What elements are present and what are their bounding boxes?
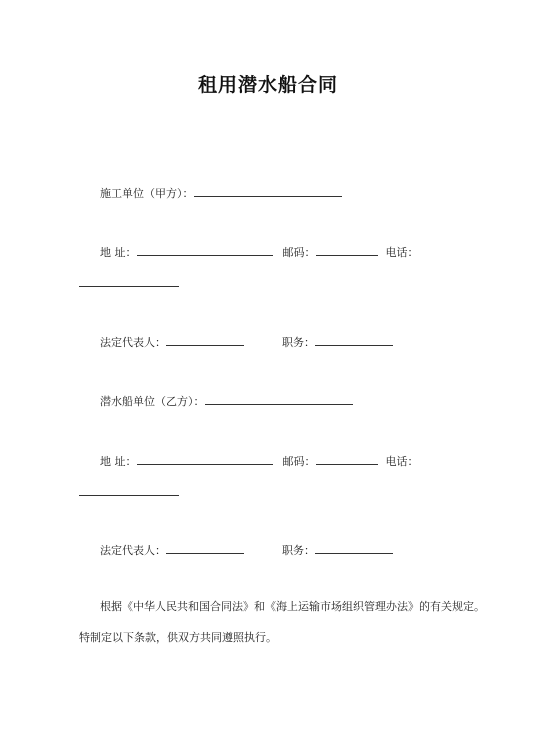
party-a-unit-blank[interactable] bbox=[194, 184, 342, 197]
party-b-unit-blank[interactable] bbox=[205, 392, 353, 405]
party-b-address-row bbox=[100, 452, 419, 469]
party-a-postcode-blank[interactable] bbox=[316, 243, 378, 256]
party-b-phone-row bbox=[79, 483, 179, 500]
party-a-postcode-label: 邮码： bbox=[282, 246, 316, 259]
party-b-address-label: 地 址： bbox=[100, 455, 137, 468]
preamble-line-2: 特制定以下条款，供双方共同遵照执行。 bbox=[79, 631, 277, 644]
party-a-address-row bbox=[100, 243, 419, 260]
party-b-unit-row bbox=[100, 392, 353, 409]
party-a-rep-label: 法定代表人： bbox=[100, 336, 166, 349]
party-b-postcode-label: 邮码： bbox=[282, 455, 316, 468]
party-a-position-label: 职务： bbox=[282, 336, 315, 349]
party-b-unit-label: 潜水船单位（乙方）： bbox=[100, 395, 205, 408]
party-a-rep-row bbox=[100, 333, 393, 350]
party-b-rep-row bbox=[100, 541, 393, 558]
party-a-position-blank[interactable] bbox=[315, 333, 393, 346]
party-b-phone-blank[interactable] bbox=[79, 483, 179, 496]
party-a-unit-label: 施工单位（甲方）： bbox=[100, 187, 194, 200]
party-b-postcode-blank[interactable] bbox=[316, 452, 378, 465]
party-a-phone-row bbox=[79, 274, 179, 291]
party-b-phone-label: 电话： bbox=[385, 455, 419, 468]
party-b-rep-blank[interactable] bbox=[166, 541, 244, 554]
party-a-address-blank[interactable] bbox=[137, 243, 273, 256]
document-title: 租用潜水船合同 bbox=[197, 74, 338, 96]
party-a-address-label: 地 址： bbox=[100, 246, 137, 259]
party-b-address-blank[interactable] bbox=[137, 452, 273, 465]
party-b-position-label: 职务： bbox=[282, 544, 315, 557]
party-a-phone-blank[interactable] bbox=[79, 274, 179, 287]
preamble-line-1: 根据《中华人民共和国合同法》和《海上运输市场组织管理办法》的有关规定。 bbox=[100, 600, 485, 613]
party-a-phone-label: 电话： bbox=[385, 246, 419, 259]
party-a-rep-blank[interactable] bbox=[166, 333, 244, 346]
party-b-rep-label: 法定代表人： bbox=[100, 544, 166, 557]
party-b-position-blank[interactable] bbox=[315, 541, 393, 554]
party-a-unit-row bbox=[100, 184, 342, 201]
